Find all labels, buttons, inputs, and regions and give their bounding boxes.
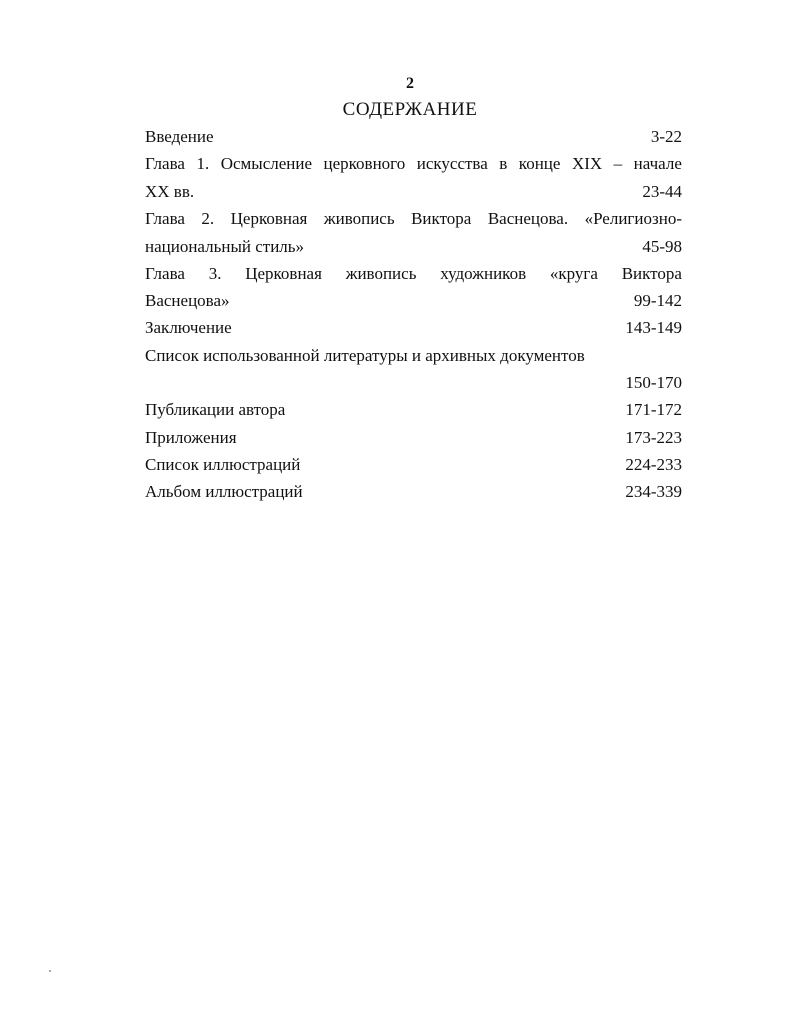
toc-entry-pages: 150-170: [625, 373, 682, 392]
toc-entry-chapter-2-line-2: [145, 235, 682, 259]
toc-entry-pages: 173-223: [625, 428, 682, 447]
toc-entry-pages: 234-339: [625, 482, 682, 501]
toc-word: живопись: [345, 264, 417, 283]
toc-word: Глава: [145, 209, 185, 228]
toc-entry-title: Публикации автора: [145, 400, 286, 419]
page-title: СОДЕРЖАНИЕ: [342, 99, 478, 120]
toc-entry-pages: 45-98: [642, 237, 682, 256]
toc-entry-title: Список иллюстраций: [145, 455, 301, 474]
toc-word: церковного: [323, 154, 406, 173]
toc-entry-bibliography: [145, 344, 682, 368]
toc-entry-title: Список использованной литературы и архивных документов: [145, 346, 585, 365]
toc-entry-pages: 23-44: [642, 182, 682, 201]
toc-entry-pages: 171-172: [625, 400, 682, 419]
toc-word: 1.: [196, 154, 210, 173]
toc-word: Осмысление: [220, 154, 313, 173]
toc-entry-title: Заключение: [145, 318, 232, 337]
toc-word: Церковная: [230, 209, 308, 228]
toc-entry-title: Альбом иллюстраций: [145, 482, 303, 501]
toc-entry-title-continued: Васнецова»: [145, 291, 230, 310]
scan-artifact: [49, 970, 51, 972]
toc-word: художников: [440, 264, 527, 283]
page-number: 2: [406, 75, 414, 92]
toc-entry-chapter-3-line-1: [145, 262, 682, 286]
toc-entry-illustration-album: [145, 480, 682, 504]
toc-entry-bibliography-pages-line: [145, 371, 682, 395]
toc-word: Глава: [145, 264, 185, 283]
toc-entry-title-continued: национальный стиль»: [145, 237, 305, 256]
toc-word: Виктора: [621, 264, 682, 283]
toc-entry-pages: 143-149: [625, 318, 682, 337]
toc-entry-chapter-1-line-2: [145, 180, 682, 204]
toc-entry-chapter-2-line-1: [145, 207, 682, 231]
toc-entry-pages: 3-22: [650, 127, 682, 146]
toc-word: «круга: [549, 264, 598, 283]
toc-entry-introduction: [145, 125, 682, 149]
toc-word: Виктора: [411, 209, 472, 228]
toc-word: –: [613, 154, 623, 173]
toc-entry-chapter-1-line-1: [145, 152, 682, 176]
toc-word: Церковная: [245, 264, 322, 283]
toc-entry-list-of-illustrations: [145, 453, 682, 477]
toc-entry-title-continued: XX вв.: [145, 182, 195, 201]
toc-word: Васнецова.: [487, 209, 569, 228]
toc-word: начале: [633, 154, 682, 173]
toc-word: XIX: [571, 154, 603, 173]
toc-entry-conclusion: [145, 316, 682, 340]
toc-entry-appendices: [145, 426, 682, 450]
toc-word: в: [499, 154, 508, 173]
toc-word: конце: [518, 154, 561, 173]
toc-entry-title: Приложения: [145, 428, 237, 447]
toc-word: искусства: [416, 154, 488, 173]
toc-entry-chapter-3-line-2: [145, 289, 682, 313]
toc-word: 3.: [208, 264, 222, 283]
toc-entry-pages: 224-233: [625, 455, 682, 474]
toc-entry-publications: [145, 398, 682, 422]
toc-entry-pages: 99-142: [633, 291, 682, 310]
toc-word: 2.: [201, 209, 215, 228]
toc-entry-title: Введение: [145, 127, 214, 146]
toc-word: «Религиозно-: [584, 209, 682, 228]
toc-word: Глава: [145, 154, 185, 173]
toc-word: живопись: [323, 209, 395, 228]
